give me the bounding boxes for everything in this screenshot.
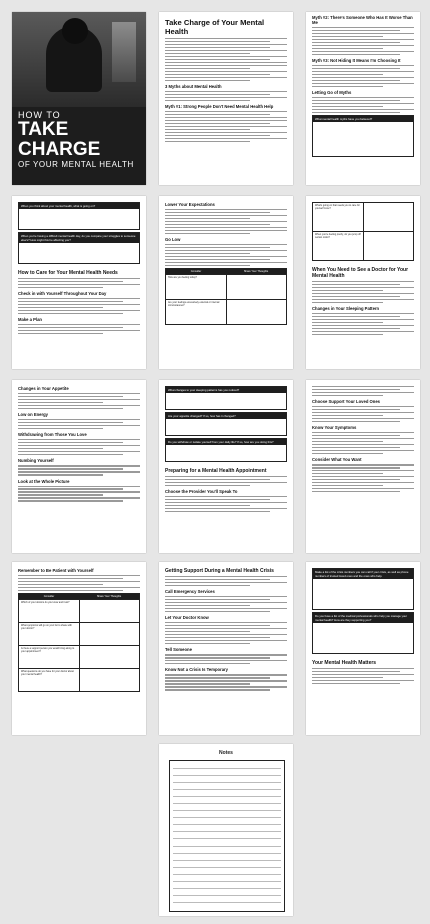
notes-area[interactable]	[169, 760, 285, 912]
text-block	[312, 27, 414, 55]
response-prompt: What changes to your sleeping patterns has you noticed?	[166, 387, 286, 393]
response-prompt: Do you withdraw or isolate yourself from your daily life? If so, how are you doing this?	[166, 439, 286, 445]
section-heading: Tell Someone	[165, 647, 192, 653]
response-prompt: Make a list of the crisis numbers you can call if your crisis, as well as phone numbers of trusted loved ones and the ones who help.	[313, 569, 413, 579]
section-heading: Call Emergency Services	[165, 589, 215, 595]
section-heading: Myth #2: There's Someone Who Has It Worse Than Me	[312, 15, 413, 25]
cover-line-2: TAKE	[18, 119, 69, 140]
cover-line-1: HOW TO	[18, 110, 61, 120]
cover-page	[12, 12, 146, 185]
cover-line-4: OF YOUR MENTAL HEALTH	[18, 160, 134, 169]
response-box[interactable]	[18, 232, 140, 264]
section-heading: 3 Myths about Mental Health	[165, 83, 222, 89]
answer-cell[interactable]	[79, 599, 139, 622]
text-block	[165, 209, 287, 234]
text-block	[165, 654, 287, 664]
section-heading: Lower Your Expectations	[165, 202, 215, 207]
table-cell: What's going on that needs you to care for yourself more?	[315, 204, 360, 210]
text-block	[312, 406, 414, 422]
page-5	[159, 196, 293, 369]
page-2	[159, 12, 293, 185]
text-block	[312, 65, 414, 87]
page-12	[306, 562, 420, 735]
text-block	[18, 393, 140, 409]
text-block	[18, 486, 140, 502]
notes-title: Notes	[219, 750, 233, 756]
column-header: Share Your Thoughts	[79, 594, 139, 599]
table-cell: Which of your doctors do you know and trust?	[19, 599, 79, 622]
person-head	[62, 18, 88, 44]
answer-cell[interactable]	[79, 645, 139, 668]
section-heading: Withdrawing from Those You Love	[18, 432, 87, 438]
answer-cell[interactable]	[226, 299, 286, 324]
section-heading: Myth #3: Not Hiding It Means I'm Choosing It	[312, 58, 401, 64]
cover-title	[18, 110, 142, 169]
response-box[interactable]	[18, 202, 140, 230]
response-prompt: What mental health myths have you believed?	[313, 116, 413, 122]
reflection-table	[18, 593, 140, 692]
question-table	[312, 202, 414, 261]
section-heading: Changes in Your Sleeping Pattern	[312, 306, 380, 312]
table-cell: When you're feeling poorly, do you jump off certain rocks?	[313, 231, 363, 260]
section-heading: Go Low	[165, 237, 181, 243]
page-title: Getting Support During a Mental Health Crisis	[165, 568, 274, 574]
answer-cell[interactable]	[363, 203, 413, 231]
table-cell: Is there a support person you would bring along to your appointment?	[19, 645, 79, 668]
notes-page	[159, 744, 293, 916]
table-cell: What questions do you have for your doctor about your mental health?	[19, 668, 79, 691]
response-box[interactable]	[165, 386, 287, 410]
page-11	[159, 562, 293, 735]
text-block	[18, 419, 140, 429]
text-block	[312, 281, 414, 303]
section-heading: Look at the Whole Picture	[18, 478, 70, 484]
section-heading: Changes in Your Appetite	[18, 386, 69, 391]
text-block	[312, 313, 414, 335]
text-block	[312, 668, 414, 684]
page-title: Your Mental Health Matters	[312, 660, 377, 666]
text-block	[165, 476, 287, 486]
page-9	[306, 380, 420, 553]
page-7	[12, 380, 146, 553]
text-block	[165, 596, 287, 612]
column-header: Consider	[19, 594, 79, 599]
page-10	[12, 562, 146, 735]
text-block	[18, 278, 140, 288]
response-prompt: When you're having a difficult mental health day, do you compare your struggles to someone else's? How might this be affecting you?	[19, 233, 139, 243]
response-box[interactable]	[312, 612, 414, 654]
text-block	[165, 111, 287, 142]
response-prompt: Do you have a list of the medical professionals who help you manage your mental health? How are they supporting you?	[313, 613, 413, 623]
response-box[interactable]	[165, 438, 287, 462]
response-box[interactable]	[312, 115, 414, 157]
section-heading: Know Not a Crisis Is Temporary	[165, 667, 228, 673]
section-heading: Low on Energy	[18, 412, 49, 418]
lamp-shape	[112, 22, 136, 82]
section-heading: Let Your Doctor Know	[165, 615, 209, 621]
column-header: Consider	[166, 269, 226, 274]
page-4	[12, 196, 146, 369]
answer-cell[interactable]	[363, 231, 413, 260]
text-block	[18, 575, 140, 591]
answer-cell[interactable]	[79, 668, 139, 691]
section-heading: Choose the Provider You'll Speak To	[165, 489, 238, 495]
table-cell: What symptoms will go on your list to share with your doctor?	[19, 622, 79, 645]
page-title: When You Need to See a Doctor for Your Mental Health	[312, 267, 409, 279]
text-block	[312, 432, 414, 454]
text-block	[18, 324, 140, 334]
text-block	[312, 464, 414, 492]
section-heading: Letting Go of Myths	[312, 90, 352, 96]
text-block	[165, 576, 287, 586]
page-title: Preparing for a Mental Health Appointment	[165, 468, 267, 474]
section-heading: Choose Support Your Loved Ones	[312, 399, 381, 405]
text-block	[18, 465, 140, 475]
column-header: Share Your Thoughts	[226, 269, 286, 274]
section-heading: Remember to Be Patient with Yourself	[18, 568, 94, 573]
section-heading: Make a Plan	[18, 317, 42, 323]
section-heading: Myth #1: Strong People Don't Need Mental Health Help	[165, 104, 274, 110]
answer-cell[interactable]	[226, 274, 286, 299]
page-8	[159, 380, 293, 553]
text-block	[165, 91, 287, 101]
text-block	[18, 298, 140, 314]
response-box[interactable]	[165, 412, 287, 436]
table-cell: How are you feeling today?	[166, 274, 226, 299]
reflection-table	[165, 268, 287, 325]
section-heading: Numbing Yourself	[18, 458, 54, 464]
text-block	[312, 97, 414, 113]
text-block	[18, 439, 140, 455]
cover-line-3: CHARGE	[18, 139, 101, 160]
cover-photo	[12, 12, 146, 107]
text-block	[165, 622, 287, 644]
response-box[interactable]	[312, 568, 414, 610]
text-block	[165, 674, 287, 690]
text-block	[165, 496, 287, 512]
text-block	[312, 386, 414, 396]
page-title: How to Care for Your Mental Health Needs	[18, 270, 118, 276]
page-3	[306, 12, 420, 185]
page-6	[306, 196, 420, 369]
page-title: Take Charge of Your Mental Health	[165, 18, 265, 36]
response-prompt: When you think about your mental health, what is going on?	[19, 203, 139, 209]
answer-cell[interactable]	[79, 622, 139, 645]
response-prompt: Are your appetite changed? If so, how has it changed?	[166, 413, 286, 419]
section-heading: Check in with Yourself Throughout Your Day	[18, 291, 107, 297]
text-block	[165, 38, 287, 81]
section-heading: Consider What You Want	[312, 457, 362, 463]
text-block	[165, 244, 287, 266]
table-cell: Are your feelings excessively external or internal circumstances?	[166, 299, 226, 324]
section-heading: Know Your Symptoms	[312, 425, 357, 431]
